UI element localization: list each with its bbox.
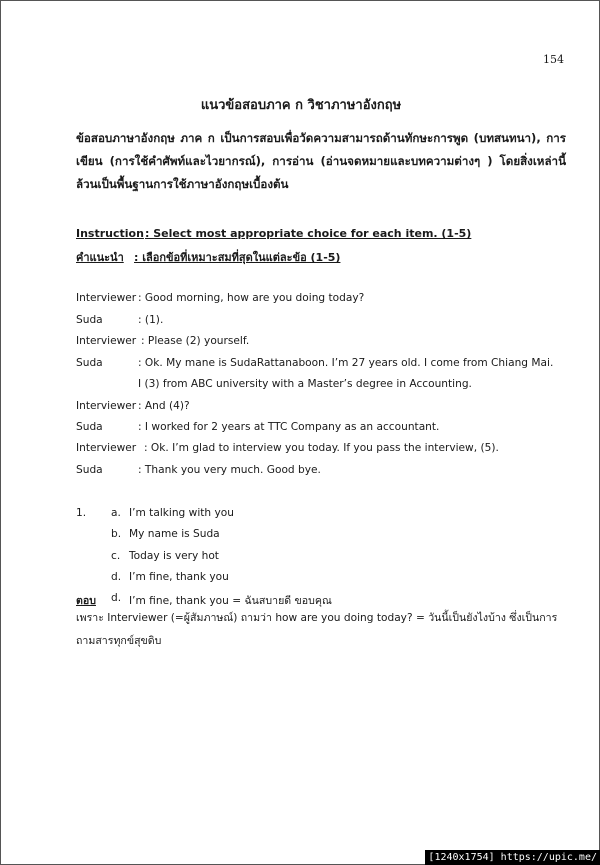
option-text: I’m fine, thank you	[129, 571, 229, 583]
answer-text: I’m fine, thank you = ฉันสบายดี ขอบคุณ	[129, 595, 332, 607]
answer-letter: d.	[111, 592, 122, 604]
option-letter: c.	[111, 550, 121, 562]
option-text: My name is Suda	[129, 528, 220, 540]
dialogue-speaker: Suda	[76, 421, 103, 433]
answer-label: ตอบ	[76, 595, 96, 607]
option-text: Today is very hot	[129, 550, 219, 562]
question-number: 1.	[76, 507, 87, 519]
instruction-en-text: : Select most appropriate choice for each item. (1-5)	[145, 227, 472, 240]
dialogue-speaker: Interviewer	[76, 335, 137, 347]
dialogue-line: : Please (2) yourself.	[141, 335, 250, 347]
image-size-watermark: [1240x1754] https://upic.me/	[425, 850, 600, 865]
dialogue-line: : Good morning, how are you doing today?	[138, 292, 365, 304]
intro-paragraph: ข้อสอบภาษาอังกฤษ ภาค ก เป็นการสอบเพื่อวัดความสามารถด้านทักษะการพูด (บทสนทนา), การเขียน (การใช้คำศัพท์และไวยากรณ์), การอ่าน (อ่านจดหมายและบทความต่างๆ ) โดยสิ่งเหล่านี้ล้วนเป็นพื้นฐานการใช้ภาษาอังกฤษเบื้องต้น	[76, 131, 566, 191]
dialogue-line: : Thank you very much. Good bye.	[138, 464, 321, 476]
instruction-th-text: : เลือกข้อที่เหมาะสมที่สุดในแต่ละข้อ (1-5)	[134, 251, 341, 264]
dialogue-speaker: Suda	[76, 464, 103, 476]
option-letter: d.	[111, 571, 122, 583]
dialogue-line: : (1).	[138, 314, 164, 326]
page-title: แนวข้อสอบภาค ก วิชาภาษาอังกฤษ	[200, 98, 402, 113]
option-text: I’m talking with you	[129, 507, 234, 519]
instruction-th-label: คำแนะนำ	[76, 251, 124, 264]
dialogue-line: : Ok. My mane is SudaRattanaboon. I’m 27 years old. I come from Chiang Mai.	[138, 357, 554, 369]
dialogue-line: : I worked for 2 years at TTC Company as an accountant.	[138, 421, 440, 433]
dialogue-speaker: Suda	[76, 314, 103, 326]
answer-explanation: เพราะ Interviewer (=ผู้สัมภาษณ์) ถามว่า how are you doing today? = วันนี้เป็นยังไงบ้าง ซึ่งเป็นการถามสารทุกข์สุขดิบ	[76, 612, 558, 647]
option-letter: b.	[111, 528, 122, 540]
page-number: 154	[543, 53, 564, 66]
dialogue-speaker: Interviewer	[76, 400, 137, 412]
dialogue-speaker: Interviewer	[76, 442, 137, 454]
dialogue-speaker: Suda	[76, 357, 103, 369]
option-letter: a.	[111, 507, 121, 519]
dialogue-line-continued: I (3) from ABC university with a Master’s degree in Accounting.	[138, 378, 472, 390]
instruction-en-label: Instruction	[76, 227, 144, 240]
dialogue-line: : Ok. I’m glad to interview you today. If you pass the interview, (5).	[144, 442, 499, 454]
dialogue-line: : And (4)?	[138, 400, 190, 412]
dialogue-speaker: Interviewer	[76, 292, 137, 304]
